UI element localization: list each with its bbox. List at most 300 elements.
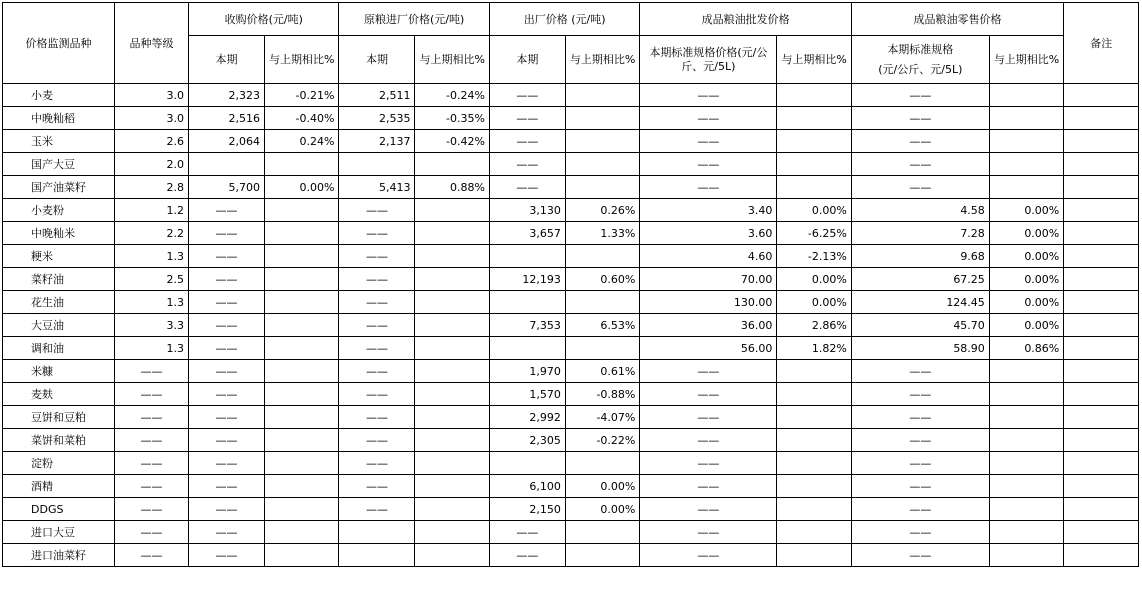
table-row xyxy=(3,475,1139,498)
cell-factory-change: 0.00% xyxy=(565,475,639,498)
cell-remark xyxy=(1064,406,1139,429)
table-row xyxy=(3,130,1139,153)
cell-wholesale-change xyxy=(777,475,851,498)
cell-remark xyxy=(1064,383,1139,406)
cell-remark xyxy=(1064,498,1139,521)
cell-purchase-change xyxy=(265,452,339,475)
cell-wholesale-current: —— xyxy=(640,107,777,130)
cell-raw-current: —— xyxy=(339,406,415,429)
cell-factory-current: 2,992 xyxy=(489,406,565,429)
cell-grade: —— xyxy=(115,544,189,567)
cell-factory-current: 1,970 xyxy=(489,360,565,383)
cell-factory-change xyxy=(565,245,639,268)
cell-grade: 3.0 xyxy=(115,84,189,107)
cell-retail-change xyxy=(989,406,1063,429)
cell-purchase-change xyxy=(265,406,339,429)
cell-retail-current: —— xyxy=(851,360,989,383)
cell-retail-change xyxy=(989,429,1063,452)
cell-retail-change: 0.00% xyxy=(989,268,1063,291)
cell-raw-current: —— xyxy=(339,291,415,314)
cell-wholesale-change xyxy=(777,84,851,107)
header-purchase-current: 本期 xyxy=(189,36,265,84)
cell-retail-change xyxy=(989,383,1063,406)
cell-factory-change xyxy=(565,521,639,544)
cell-remark xyxy=(1064,199,1139,222)
cell-purchase-current: —— xyxy=(189,475,265,498)
cell-variety: DDGS xyxy=(3,498,115,521)
cell-remark xyxy=(1064,153,1139,176)
cell-wholesale-current: —— xyxy=(640,544,777,567)
header-raw-change: 与上期相比% xyxy=(415,36,489,84)
cell-factory-current: —— xyxy=(489,84,565,107)
cell-retail-change xyxy=(989,84,1063,107)
cell-factory-current: 7,353 xyxy=(489,314,565,337)
cell-variety: 花生油 xyxy=(3,291,115,314)
cell-wholesale-change xyxy=(777,429,851,452)
cell-retail-current: —— xyxy=(851,153,989,176)
cell-variety: 进口大豆 xyxy=(3,521,115,544)
table-row xyxy=(3,176,1139,199)
cell-wholesale-current: 70.00 xyxy=(640,268,777,291)
cell-wholesale-current: —— xyxy=(640,84,777,107)
cell-wholesale-current: —— xyxy=(640,383,777,406)
cell-wholesale-change xyxy=(777,176,851,199)
cell-factory-change: 1.33% xyxy=(565,222,639,245)
header-grade: 品种等级 xyxy=(115,3,189,84)
cell-raw-change: 0.88% xyxy=(415,176,489,199)
cell-raw-change xyxy=(415,498,489,521)
cell-raw-current: —— xyxy=(339,429,415,452)
cell-purchase-change xyxy=(265,268,339,291)
cell-wholesale-current: —— xyxy=(640,360,777,383)
cell-retail-current: —— xyxy=(851,176,989,199)
cell-raw-current: —— xyxy=(339,337,415,360)
cell-purchase-change xyxy=(265,314,339,337)
header-retail-price: 成品粮油零售价格 xyxy=(851,3,1063,36)
cell-factory-change xyxy=(565,452,639,475)
cell-variety: 国产大豆 xyxy=(3,153,115,176)
cell-variety: 中晚籼米 xyxy=(3,222,115,245)
cell-grade: 1.3 xyxy=(115,337,189,360)
cell-raw-current xyxy=(339,153,415,176)
cell-retail-change xyxy=(989,498,1063,521)
cell-factory-current: 3,130 xyxy=(489,199,565,222)
cell-remark xyxy=(1064,222,1139,245)
table-row xyxy=(3,314,1139,337)
cell-variety: 豆饼和豆粕 xyxy=(3,406,115,429)
cell-raw-current: 2,511 xyxy=(339,84,415,107)
cell-purchase-change xyxy=(265,222,339,245)
header-factory-current: 本期 xyxy=(489,36,565,84)
cell-wholesale-change: 0.00% xyxy=(777,268,851,291)
table-body xyxy=(3,84,1139,567)
cell-remark xyxy=(1064,268,1139,291)
cell-raw-change: -0.35% xyxy=(415,107,489,130)
cell-raw-current: —— xyxy=(339,383,415,406)
cell-purchase-current: —— xyxy=(189,521,265,544)
cell-purchase-change xyxy=(265,291,339,314)
cell-remark xyxy=(1064,107,1139,130)
cell-variety: 麦麸 xyxy=(3,383,115,406)
cell-purchase-current: —— xyxy=(189,452,265,475)
cell-wholesale-current: 4.60 xyxy=(640,245,777,268)
cell-grade: —— xyxy=(115,360,189,383)
cell-retail-current: —— xyxy=(851,406,989,429)
cell-factory-change xyxy=(565,84,639,107)
cell-factory-current: 12,193 xyxy=(489,268,565,291)
cell-factory-change: 0.26% xyxy=(565,199,639,222)
cell-purchase-current: —— xyxy=(189,314,265,337)
cell-purchase-change xyxy=(265,521,339,544)
cell-purchase-current: —— xyxy=(189,360,265,383)
cell-retail-current: —— xyxy=(851,544,989,567)
table-row xyxy=(3,429,1139,452)
cell-retail-current: —— xyxy=(851,452,989,475)
cell-wholesale-change xyxy=(777,383,851,406)
cell-purchase-current: 5,700 xyxy=(189,176,265,199)
header-wholesale-change: 与上期相比% xyxy=(777,36,851,84)
cell-grade: —— xyxy=(115,498,189,521)
cell-grade: 1.3 xyxy=(115,245,189,268)
cell-wholesale-current: —— xyxy=(640,406,777,429)
cell-remark xyxy=(1064,521,1139,544)
cell-variety: 粳米 xyxy=(3,245,115,268)
cell-raw-current: —— xyxy=(339,314,415,337)
cell-raw-current: —— xyxy=(339,245,415,268)
cell-purchase-change xyxy=(265,337,339,360)
header-raw-grain-price: 原粮进厂价格(元/吨) xyxy=(339,3,489,36)
cell-factory-current: —— xyxy=(489,153,565,176)
cell-remark xyxy=(1064,337,1139,360)
cell-raw-current: —— xyxy=(339,475,415,498)
table-row xyxy=(3,360,1139,383)
cell-wholesale-change xyxy=(777,107,851,130)
cell-purchase-change xyxy=(265,475,339,498)
cell-raw-current: 5,413 xyxy=(339,176,415,199)
cell-retail-change: 0.00% xyxy=(989,199,1063,222)
cell-remark xyxy=(1064,245,1139,268)
cell-wholesale-change xyxy=(777,521,851,544)
cell-raw-current: —— xyxy=(339,452,415,475)
cell-variety: 玉米 xyxy=(3,130,115,153)
header-purchase-price: 收购价格(元/吨) xyxy=(189,3,339,36)
cell-wholesale-current: 130.00 xyxy=(640,291,777,314)
cell-raw-change xyxy=(415,222,489,245)
cell-raw-change xyxy=(415,268,489,291)
cell-retail-change xyxy=(989,130,1063,153)
cell-wholesale-current: 3.60 xyxy=(640,222,777,245)
cell-raw-change xyxy=(415,475,489,498)
cell-grade: 3.0 xyxy=(115,107,189,130)
cell-purchase-change xyxy=(265,544,339,567)
cell-raw-change xyxy=(415,153,489,176)
price-monitoring-table xyxy=(2,2,1139,567)
cell-raw-change xyxy=(415,245,489,268)
cell-raw-change xyxy=(415,429,489,452)
cell-purchase-change xyxy=(265,153,339,176)
cell-raw-current: —— xyxy=(339,222,415,245)
cell-purchase-change xyxy=(265,498,339,521)
cell-retail-current: —— xyxy=(851,429,989,452)
cell-variety: 酒精 xyxy=(3,475,115,498)
cell-raw-current: —— xyxy=(339,199,415,222)
cell-purchase-current: —— xyxy=(189,383,265,406)
table-row xyxy=(3,222,1139,245)
cell-purchase-current: 2,516 xyxy=(189,107,265,130)
cell-retail-change xyxy=(989,452,1063,475)
cell-retail-change: 0.00% xyxy=(989,291,1063,314)
cell-retail-current: 4.58 xyxy=(851,199,989,222)
cell-purchase-current: —— xyxy=(189,268,265,291)
table-row xyxy=(3,452,1139,475)
header-wholesale-price: 成品粮油批发价格 xyxy=(640,3,851,36)
cell-retail-current: —— xyxy=(851,498,989,521)
cell-remark xyxy=(1064,130,1139,153)
header-retail-spec xyxy=(851,36,989,84)
table-row xyxy=(3,107,1139,130)
cell-raw-change xyxy=(415,452,489,475)
table-row xyxy=(3,383,1139,406)
cell-variety: 调和油 xyxy=(3,337,115,360)
cell-grade: 2.0 xyxy=(115,153,189,176)
cell-retail-change xyxy=(989,107,1063,130)
cell-variety: 小麦 xyxy=(3,84,115,107)
cell-grade: —— xyxy=(115,475,189,498)
cell-grade: 2.8 xyxy=(115,176,189,199)
cell-purchase-current: 2,064 xyxy=(189,130,265,153)
cell-factory-change: 0.61% xyxy=(565,360,639,383)
cell-factory-change: -4.07% xyxy=(565,406,639,429)
cell-retail-current: 45.70 xyxy=(851,314,989,337)
cell-grade: 1.2 xyxy=(115,199,189,222)
cell-variety: 大豆油 xyxy=(3,314,115,337)
cell-retail-current: —— xyxy=(851,130,989,153)
header-factory-price: 出厂价格 (元/吨) xyxy=(489,3,639,36)
cell-wholesale-change xyxy=(777,360,851,383)
header-remark: 备注 xyxy=(1064,3,1139,84)
cell-factory-change xyxy=(565,153,639,176)
cell-variety: 菜籽油 xyxy=(3,268,115,291)
cell-wholesale-current: —— xyxy=(640,498,777,521)
header-factory-change: 与上期相比% xyxy=(565,36,639,84)
cell-factory-change: -0.88% xyxy=(565,383,639,406)
cell-purchase-current: —— xyxy=(189,498,265,521)
cell-retail-current: 124.45 xyxy=(851,291,989,314)
cell-variety: 米糠 xyxy=(3,360,115,383)
cell-retail-change: 0.00% xyxy=(989,222,1063,245)
cell-remark xyxy=(1064,291,1139,314)
cell-retail-change xyxy=(989,360,1063,383)
cell-factory-change: 0.00% xyxy=(565,498,639,521)
cell-wholesale-change xyxy=(777,153,851,176)
table-row xyxy=(3,544,1139,567)
cell-raw-current: —— xyxy=(339,268,415,291)
header-retail-spec-line1: 本期标准规格 xyxy=(887,42,954,56)
cell-grade: —— xyxy=(115,429,189,452)
cell-factory-current xyxy=(489,337,565,360)
cell-purchase-current: —— xyxy=(189,291,265,314)
table-row xyxy=(3,337,1139,360)
cell-retail-change: 0.00% xyxy=(989,314,1063,337)
cell-retail-current: —— xyxy=(851,383,989,406)
cell-factory-current: —— xyxy=(489,176,565,199)
cell-purchase-change xyxy=(265,383,339,406)
cell-raw-change xyxy=(415,314,489,337)
cell-variety: 小麦粉 xyxy=(3,199,115,222)
cell-factory-current xyxy=(489,452,565,475)
cell-purchase-current: —— xyxy=(189,222,265,245)
cell-purchase-change: -0.21% xyxy=(265,84,339,107)
table-row xyxy=(3,245,1139,268)
cell-purchase-current: —— xyxy=(189,337,265,360)
cell-retail-current: —— xyxy=(851,84,989,107)
cell-purchase-change: -0.40% xyxy=(265,107,339,130)
cell-raw-change: -0.42% xyxy=(415,130,489,153)
cell-retail-change: 0.86% xyxy=(989,337,1063,360)
cell-wholesale-change xyxy=(777,452,851,475)
cell-purchase-change xyxy=(265,245,339,268)
table-row xyxy=(3,268,1139,291)
cell-retail-change xyxy=(989,176,1063,199)
cell-factory-change xyxy=(565,176,639,199)
cell-purchase-current: —— xyxy=(189,406,265,429)
cell-grade: 2.2 xyxy=(115,222,189,245)
cell-wholesale-change: 2.86% xyxy=(777,314,851,337)
cell-retail-current: 67.25 xyxy=(851,268,989,291)
cell-retail-change xyxy=(989,475,1063,498)
table-row xyxy=(3,521,1139,544)
cell-raw-change xyxy=(415,291,489,314)
cell-retail-change xyxy=(989,521,1063,544)
cell-factory-change: -0.22% xyxy=(565,429,639,452)
cell-retail-current: —— xyxy=(851,475,989,498)
header-raw-current: 本期 xyxy=(339,36,415,84)
cell-grade: —— xyxy=(115,406,189,429)
cell-wholesale-change xyxy=(777,498,851,521)
cell-raw-current xyxy=(339,544,415,567)
cell-factory-current: —— xyxy=(489,544,565,567)
cell-remark xyxy=(1064,314,1139,337)
cell-grade: —— xyxy=(115,383,189,406)
cell-raw-current xyxy=(339,521,415,544)
cell-factory-current: 2,305 xyxy=(489,429,565,452)
cell-variety: 菜饼和菜粕 xyxy=(3,429,115,452)
cell-wholesale-change xyxy=(777,544,851,567)
cell-remark xyxy=(1064,84,1139,107)
cell-raw-change xyxy=(415,199,489,222)
cell-grade: 3.3 xyxy=(115,314,189,337)
cell-wholesale-current: 36.00 xyxy=(640,314,777,337)
cell-wholesale-current: —— xyxy=(640,176,777,199)
cell-factory-current: 2,150 xyxy=(489,498,565,521)
cell-retail-change: 0.00% xyxy=(989,245,1063,268)
cell-variety: 中晚籼稻 xyxy=(3,107,115,130)
cell-grade: 2.6 xyxy=(115,130,189,153)
cell-purchase-current: —— xyxy=(189,199,265,222)
header-retail-spec-line2: (元/公斤、元/5L) xyxy=(878,62,963,76)
cell-retail-current: 9.68 xyxy=(851,245,989,268)
table-row xyxy=(3,84,1139,107)
cell-retail-current: 7.28 xyxy=(851,222,989,245)
cell-factory-current xyxy=(489,245,565,268)
cell-wholesale-change: 0.00% xyxy=(777,199,851,222)
cell-purchase-change: 0.00% xyxy=(265,176,339,199)
cell-remark xyxy=(1064,360,1139,383)
cell-raw-current: —— xyxy=(339,360,415,383)
cell-remark xyxy=(1064,429,1139,452)
cell-remark xyxy=(1064,544,1139,567)
cell-retail-current: 58.90 xyxy=(851,337,989,360)
header-retail-change: 与上期相比% xyxy=(989,36,1063,84)
cell-variety: 进口油菜籽 xyxy=(3,544,115,567)
cell-purchase-change xyxy=(265,429,339,452)
cell-factory-current xyxy=(489,291,565,314)
cell-raw-change: -0.24% xyxy=(415,84,489,107)
cell-purchase-change xyxy=(265,199,339,222)
cell-wholesale-change xyxy=(777,406,851,429)
cell-raw-change xyxy=(415,521,489,544)
cell-wholesale-change: 1.82% xyxy=(777,337,851,360)
cell-purchase-current: —— xyxy=(189,544,265,567)
cell-purchase-current: —— xyxy=(189,429,265,452)
header-wholesale-spec: 本期标准规格价格(元/公斤、元/5L) xyxy=(640,36,777,84)
cell-factory-change xyxy=(565,107,639,130)
cell-purchase-current: 2,323 xyxy=(189,84,265,107)
cell-factory-change xyxy=(565,130,639,153)
header-purchase-change: 与上期相比% xyxy=(265,36,339,84)
cell-raw-current: 2,535 xyxy=(339,107,415,130)
cell-factory-current: —— xyxy=(489,130,565,153)
cell-retail-change xyxy=(989,153,1063,176)
cell-raw-change xyxy=(415,360,489,383)
cell-raw-current: 2,137 xyxy=(339,130,415,153)
table-row xyxy=(3,199,1139,222)
cell-factory-current: —— xyxy=(489,521,565,544)
cell-wholesale-current: —— xyxy=(640,521,777,544)
cell-purchase-current: —— xyxy=(189,245,265,268)
cell-retail-current: —— xyxy=(851,521,989,544)
cell-factory-change xyxy=(565,337,639,360)
cell-factory-current: —— xyxy=(489,107,565,130)
cell-factory-change: 6.53% xyxy=(565,314,639,337)
cell-raw-change xyxy=(415,406,489,429)
cell-wholesale-current: —— xyxy=(640,475,777,498)
cell-factory-current: 6,100 xyxy=(489,475,565,498)
cell-raw-change xyxy=(415,337,489,360)
table-row xyxy=(3,498,1139,521)
cell-wholesale-current: —— xyxy=(640,429,777,452)
cell-raw-change xyxy=(415,544,489,567)
cell-raw-change xyxy=(415,383,489,406)
cell-variety: 国产油菜籽 xyxy=(3,176,115,199)
cell-wholesale-change: 0.00% xyxy=(777,291,851,314)
table-row xyxy=(3,291,1139,314)
header-variety: 价格监测品种 xyxy=(3,3,115,84)
cell-wholesale-current: 3.40 xyxy=(640,199,777,222)
cell-purchase-change xyxy=(265,360,339,383)
table-row xyxy=(3,406,1139,429)
cell-wholesale-current: —— xyxy=(640,130,777,153)
cell-grade: —— xyxy=(115,521,189,544)
cell-retail-current: —— xyxy=(851,107,989,130)
cell-remark xyxy=(1064,176,1139,199)
cell-wholesale-change: -6.25% xyxy=(777,222,851,245)
cell-factory-change xyxy=(565,544,639,567)
cell-grade: —— xyxy=(115,452,189,475)
cell-purchase-current xyxy=(189,153,265,176)
cell-remark xyxy=(1064,475,1139,498)
cell-wholesale-current: —— xyxy=(640,153,777,176)
